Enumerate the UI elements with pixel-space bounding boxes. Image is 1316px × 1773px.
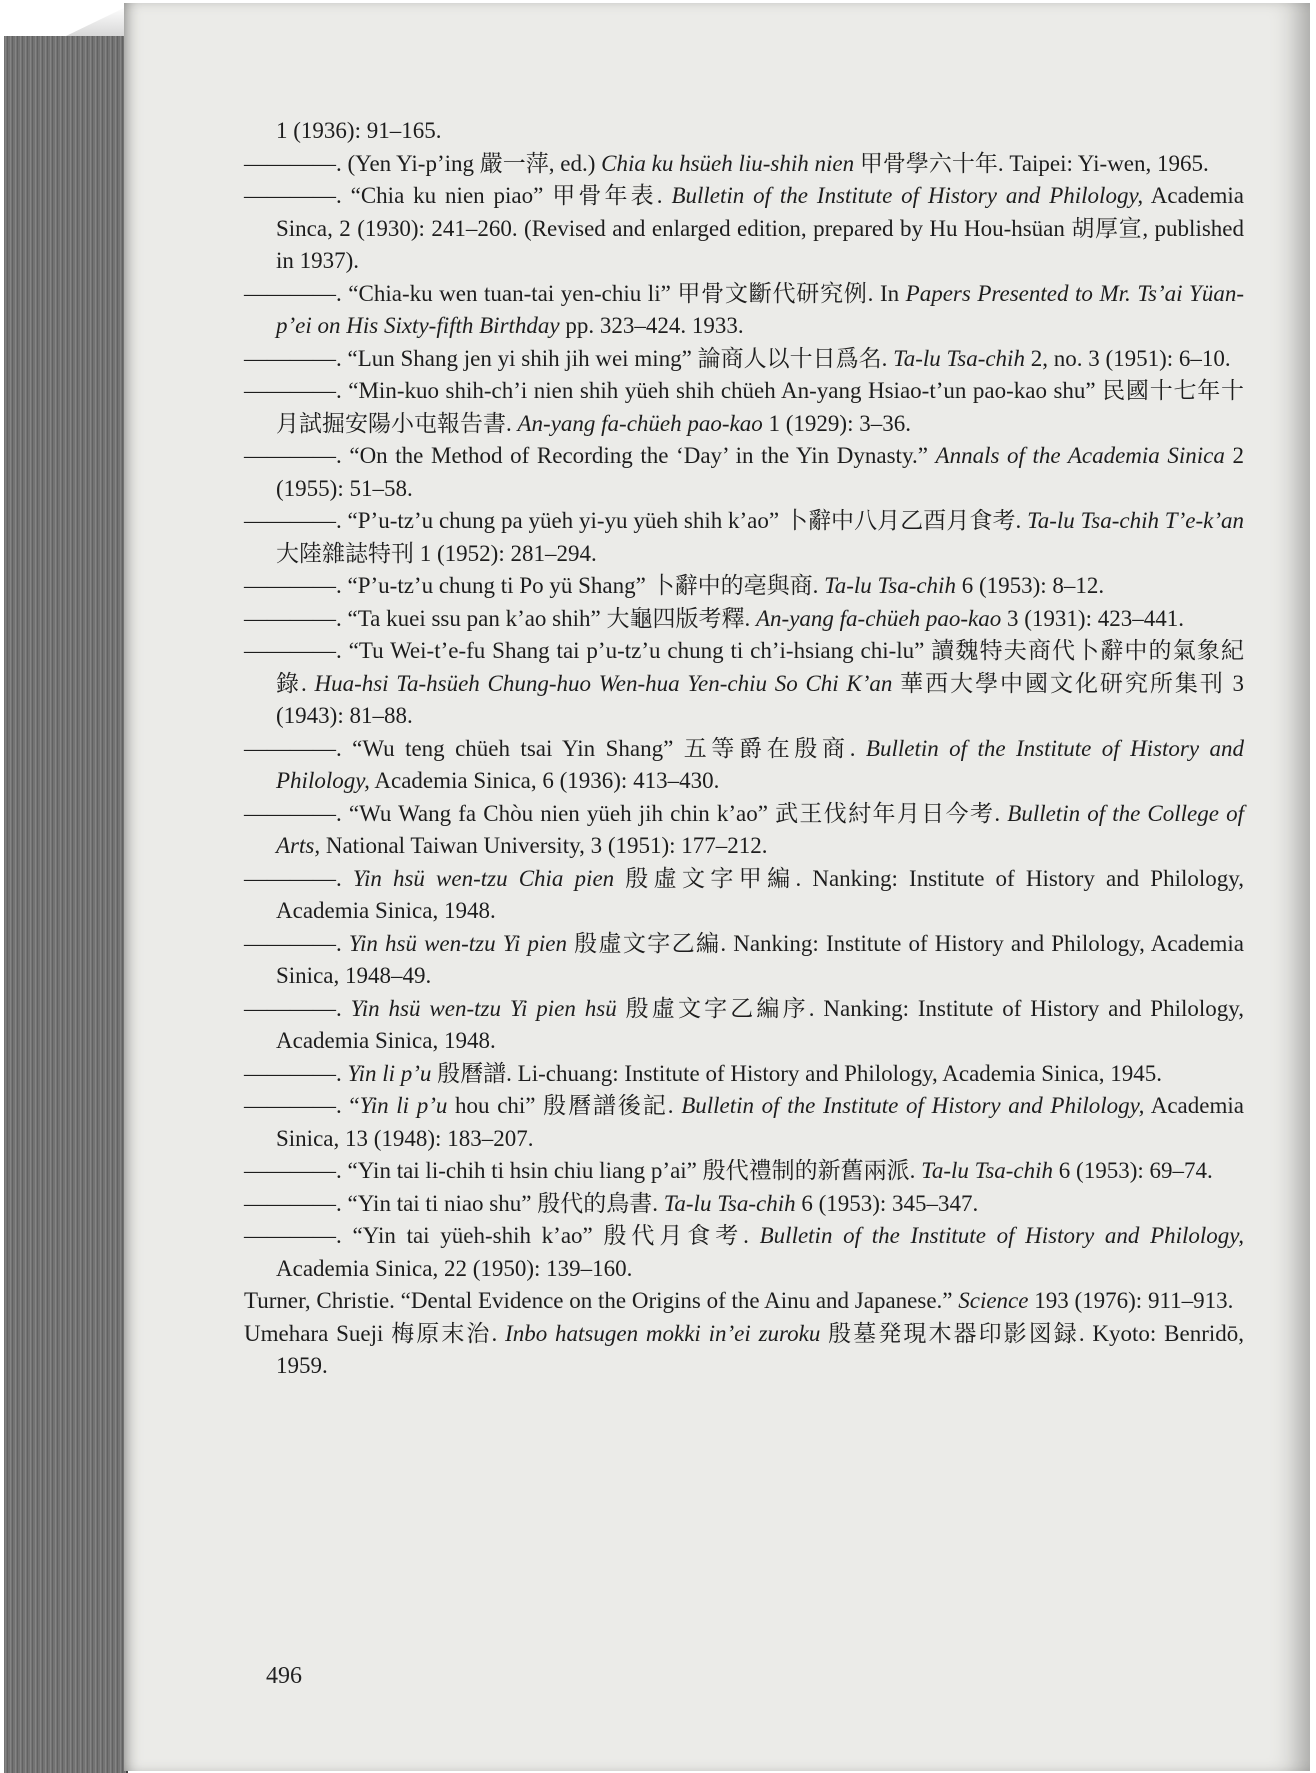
entry-title-italic: Yin hsü wen-tzu Chia pien [352, 865, 615, 891]
entry-text: “Chia ku nien piao” 甲骨年表. [341, 183, 672, 208]
entry-text: 2, no. 3 (1951): 6–10. [1024, 345, 1231, 371]
bibliography-entry [244, 798, 1244, 863]
bibliography-entry [244, 928, 1244, 993]
entry-title-italic: Yin hsü wen-tzu Yi pien hsü [350, 995, 617, 1021]
repeat-author-dash: ————. [244, 183, 342, 208]
book-page-edge [4, 36, 128, 1773]
entry-text: “P’u-tz’u chung pa yüeh yi-yu yüeh shih k’ao” 卜辭中八月乙酉月食考. [341, 508, 1028, 533]
entry-title-italic: Chia ku hsüeh liu-shih nien [601, 150, 855, 176]
dash-entries [244, 148, 1244, 1286]
entry-text: 殷虛文字乙編. Nanking: Institute of History and Philology, Academia Sinica, 1948–49. [276, 930, 1244, 988]
repeat-author-dash: ————. [244, 638, 342, 663]
entry-text [342, 866, 353, 891]
entry-title-italic: Ta-lu Tsa-chih [921, 1158, 1054, 1183]
bibliography-entry [244, 1090, 1244, 1155]
entry-title-italic: Papers Presented to Mr. Ts’ai Yüan-p’ei on His Sixty-fifth Birthday [276, 280, 1244, 338]
bibliography-entry [244, 993, 1244, 1058]
entry-text: Academia Sinica, 6 (1936): 413–430. [369, 768, 720, 793]
bibliography-entry [244, 180, 1244, 278]
entry-text: 華西大學中國文化研究所集刊 3 (1943): 81–88. [276, 670, 1245, 728]
repeat-author-dash: ————. [244, 345, 342, 371]
entry-text: “Yin tai li-chih ti hsin chiu liang p’ai” 殷代禮制的新舊兩派. [341, 1158, 922, 1183]
entry-text: 殷曆譜. Li-chuang: Institute of History and Philology, Academia Sinica, 1945. [431, 1060, 1162, 1086]
bibliography-list [244, 115, 1244, 1383]
repeat-author-dash: ————. [244, 605, 342, 631]
bibliography-entry [244, 1058, 1244, 1091]
entry-text: National Taiwan University, 3 (1951): 177–212. [320, 833, 768, 858]
entry-title-italic: Bulletin of the Institute of History and Philology, [671, 183, 1144, 208]
entry-title-italic: Annals of the Academia Sinica [935, 443, 1225, 468]
bibliography-author-entry [244, 1318, 1244, 1383]
entry-text: 6 (1953): 345–347. [795, 1190, 979, 1216]
page-number: 496 [266, 1663, 302, 1689]
repeat-author-dash: ————. [244, 1093, 342, 1118]
repeat-author-dash: ————. [244, 865, 342, 891]
entry-text: Turner, Christie. “Dental Evidence on the Origins of the Ainu and Japanese.” [244, 1288, 959, 1313]
entry-title-italic: Ta-lu Tsa-chih [893, 345, 1025, 371]
entry-text: 殷虛文字乙編序. Nanking: Institute of History and Philology, Academia Sinica, 1948. [276, 995, 1245, 1053]
entry-text [342, 931, 349, 956]
entry-title-italic: Yin li p’u [359, 1093, 448, 1118]
entry-text: “P’u-tz’u chung ti Po yü Shang” 卜辭中的亳與商. [341, 573, 825, 598]
entry-text: 甲骨學六十年. Taipei: Yi-wen, 1965. [854, 150, 1209, 176]
bibliography-entry [244, 343, 1244, 376]
entry-title-italic: Bulletin of the Institute of History and Philology, [681, 1093, 1145, 1118]
entry-text: Academia Sinca, 2 (1930): 241–260. (Revised and enlarged edition, prepared by Hu Hou-hsüan 胡厚宣, published in 1937). [276, 183, 1244, 273]
entry-text: “Tu Wei-t’e-fu Shang tai p’u-tz’u chung ti ch’i-hsiang chi-lu” 讀魏特夫商代卜辭中的氣象紀錄. [276, 638, 1244, 696]
entry-text: 3 (1931): 423–441. [1001, 605, 1184, 631]
entry-text: 殷虛文字甲編. Nanking: Institute of History and Philology, Academia Sinica, 1948. [276, 865, 1244, 923]
repeat-author-dash: ————. [244, 995, 342, 1021]
entry-title-italic: Ta-lu Tsa-chih [663, 1190, 796, 1216]
entry-text: Academia Sinica, 22 (1950): 139–160. [276, 1255, 633, 1281]
entry-text: “Wu teng chüeh tsai Yin Shang” 五等爵在殷商. [341, 735, 866, 761]
entry-text: “Wu Wang fa Chòu nien yüeh jih chin k’ao” 武王伐紂年月日今考. [341, 800, 1008, 826]
repeat-author-dash: ————. [244, 930, 342, 956]
entry-text: 6 (1953): 69–74. [1053, 1158, 1213, 1183]
bibliography-entry [244, 733, 1244, 798]
bibliography-entry [244, 148, 1244, 181]
entry-title-italic: Bulletin of the Institute of History and Philology, [759, 1223, 1244, 1248]
entry-title-italic: An-yang fa-chüeh pao-kao [756, 605, 1002, 631]
repeat-author-dash: ————. [244, 150, 342, 176]
entry-text [342, 996, 351, 1021]
entry-text: 193 (1976): 911–913. [1028, 1288, 1234, 1313]
entry-title-italic: Ta-lu Tsa-chih [824, 573, 956, 598]
entry-text: 6 (1953): 8–12. [955, 573, 1105, 598]
entry-text: “Min-kuo shih-ch’i nien shih yüeh shih chüeh An-yang Hsiao-t’un pao-kao shu” 民國十七年十月試掘安陽小屯報告書. [276, 378, 1244, 436]
entry-text: Umehara Sueji 梅原末治. [244, 1320, 506, 1346]
entry-title-italic: Ta-lu Tsa-chih T’e-k’an [1027, 508, 1244, 533]
bibliography-entry [244, 570, 1244, 603]
repeat-author-dash: ————. [244, 573, 342, 598]
author-entries [244, 1285, 1244, 1383]
entry-text: hou chi” 殷曆譜後記. [447, 1093, 682, 1118]
bibliography-entry [244, 635, 1244, 733]
repeat-author-dash: ————. [244, 508, 342, 533]
repeat-author-dash: ————. [244, 443, 342, 468]
repeat-author-dash: ————. [244, 378, 342, 403]
entry-text: “Yin tai ti niao shu” 殷代的鳥書. [341, 1190, 664, 1216]
book-page [124, 3, 1310, 1771]
entry-title-italic: Bulletin of the Institute of History and Philology, [276, 735, 1244, 793]
repeat-author-dash: ————. [244, 1223, 342, 1248]
bibliography-entry [244, 603, 1244, 636]
continuation-line: 1 (1936): 91–165. [276, 118, 442, 143]
repeat-author-dash: ————. [244, 735, 342, 761]
entry-text: “Chia-ku wen tuan-tai yen-chiu li” 甲骨文斷代研究例. In [341, 280, 906, 306]
bibliography-entry [244, 440, 1244, 505]
bibliography-author-entry [244, 1285, 1244, 1318]
entry-text: 1 (1929): 3–36. [762, 410, 911, 436]
entry-title-italic: Inbo hatsugen mokki in’ei zuroku [505, 1320, 821, 1346]
entry-text: Academia Sinica, 13 (1948): 183–207. [276, 1093, 1244, 1151]
entry-text: “ [341, 1093, 360, 1118]
entry-title-italic: An-yang fa-chüeh pao-kao [517, 410, 763, 436]
bibliography-entry [244, 1155, 1244, 1188]
repeat-author-dash: ————. [244, 1060, 342, 1086]
entry-text: “Yin tai yüeh-shih k’ao” 殷代月食考. [341, 1223, 760, 1248]
entry-text: pp. 323–424. 1933. [559, 313, 744, 338]
repeat-author-dash: ————. [244, 1158, 342, 1183]
entry-title-italic: Science [958, 1288, 1029, 1313]
repeat-author-dash: ————. [244, 800, 342, 826]
entry-text: “Lun Shang jen yi shih jih wei ming” 論商人以十日爲名. [341, 345, 894, 371]
bibliography-entry [244, 278, 1244, 343]
entry-title-italic: Hua-hsi Ta-hsüeh Chung-huo Wen-hua Yen-chiu So Chi K’an [314, 670, 893, 696]
bibliography-entry [244, 1220, 1244, 1285]
bibliography-entry [244, 375, 1244, 440]
bibliography-entry [244, 1188, 1244, 1221]
entry-text: “On the Method of Recording the ‘Day’ in the Yin Dynasty.” [341, 443, 936, 468]
bibliography-entry [244, 505, 1244, 570]
bibliography-entry [244, 863, 1244, 928]
entry-text: (Yen Yi-p’ing 嚴一萍, ed.) [341, 150, 602, 176]
entry-text: “Ta kuei ssu pan k’ao shih” 大龜四版考釋. [341, 605, 756, 631]
entry-text: 殷墓発現木器印影図録. Kyoto: Benridō, 1959. [276, 1320, 1244, 1378]
repeat-author-dash: ————. [244, 280, 342, 306]
entry-text: 2 (1955): 51–58. [276, 443, 1245, 501]
entry-title-italic: Bulletin of the College of Arts, [276, 800, 1244, 858]
entry-text: 大陸雜誌特刊 1 (1952): 281–294. [276, 540, 597, 566]
repeat-author-dash: ————. [244, 1190, 342, 1216]
entry-title-italic: Yin hsü wen-tzu Yi pien [348, 930, 567, 956]
entry-title-italic: Yin li p’u [347, 1060, 432, 1086]
